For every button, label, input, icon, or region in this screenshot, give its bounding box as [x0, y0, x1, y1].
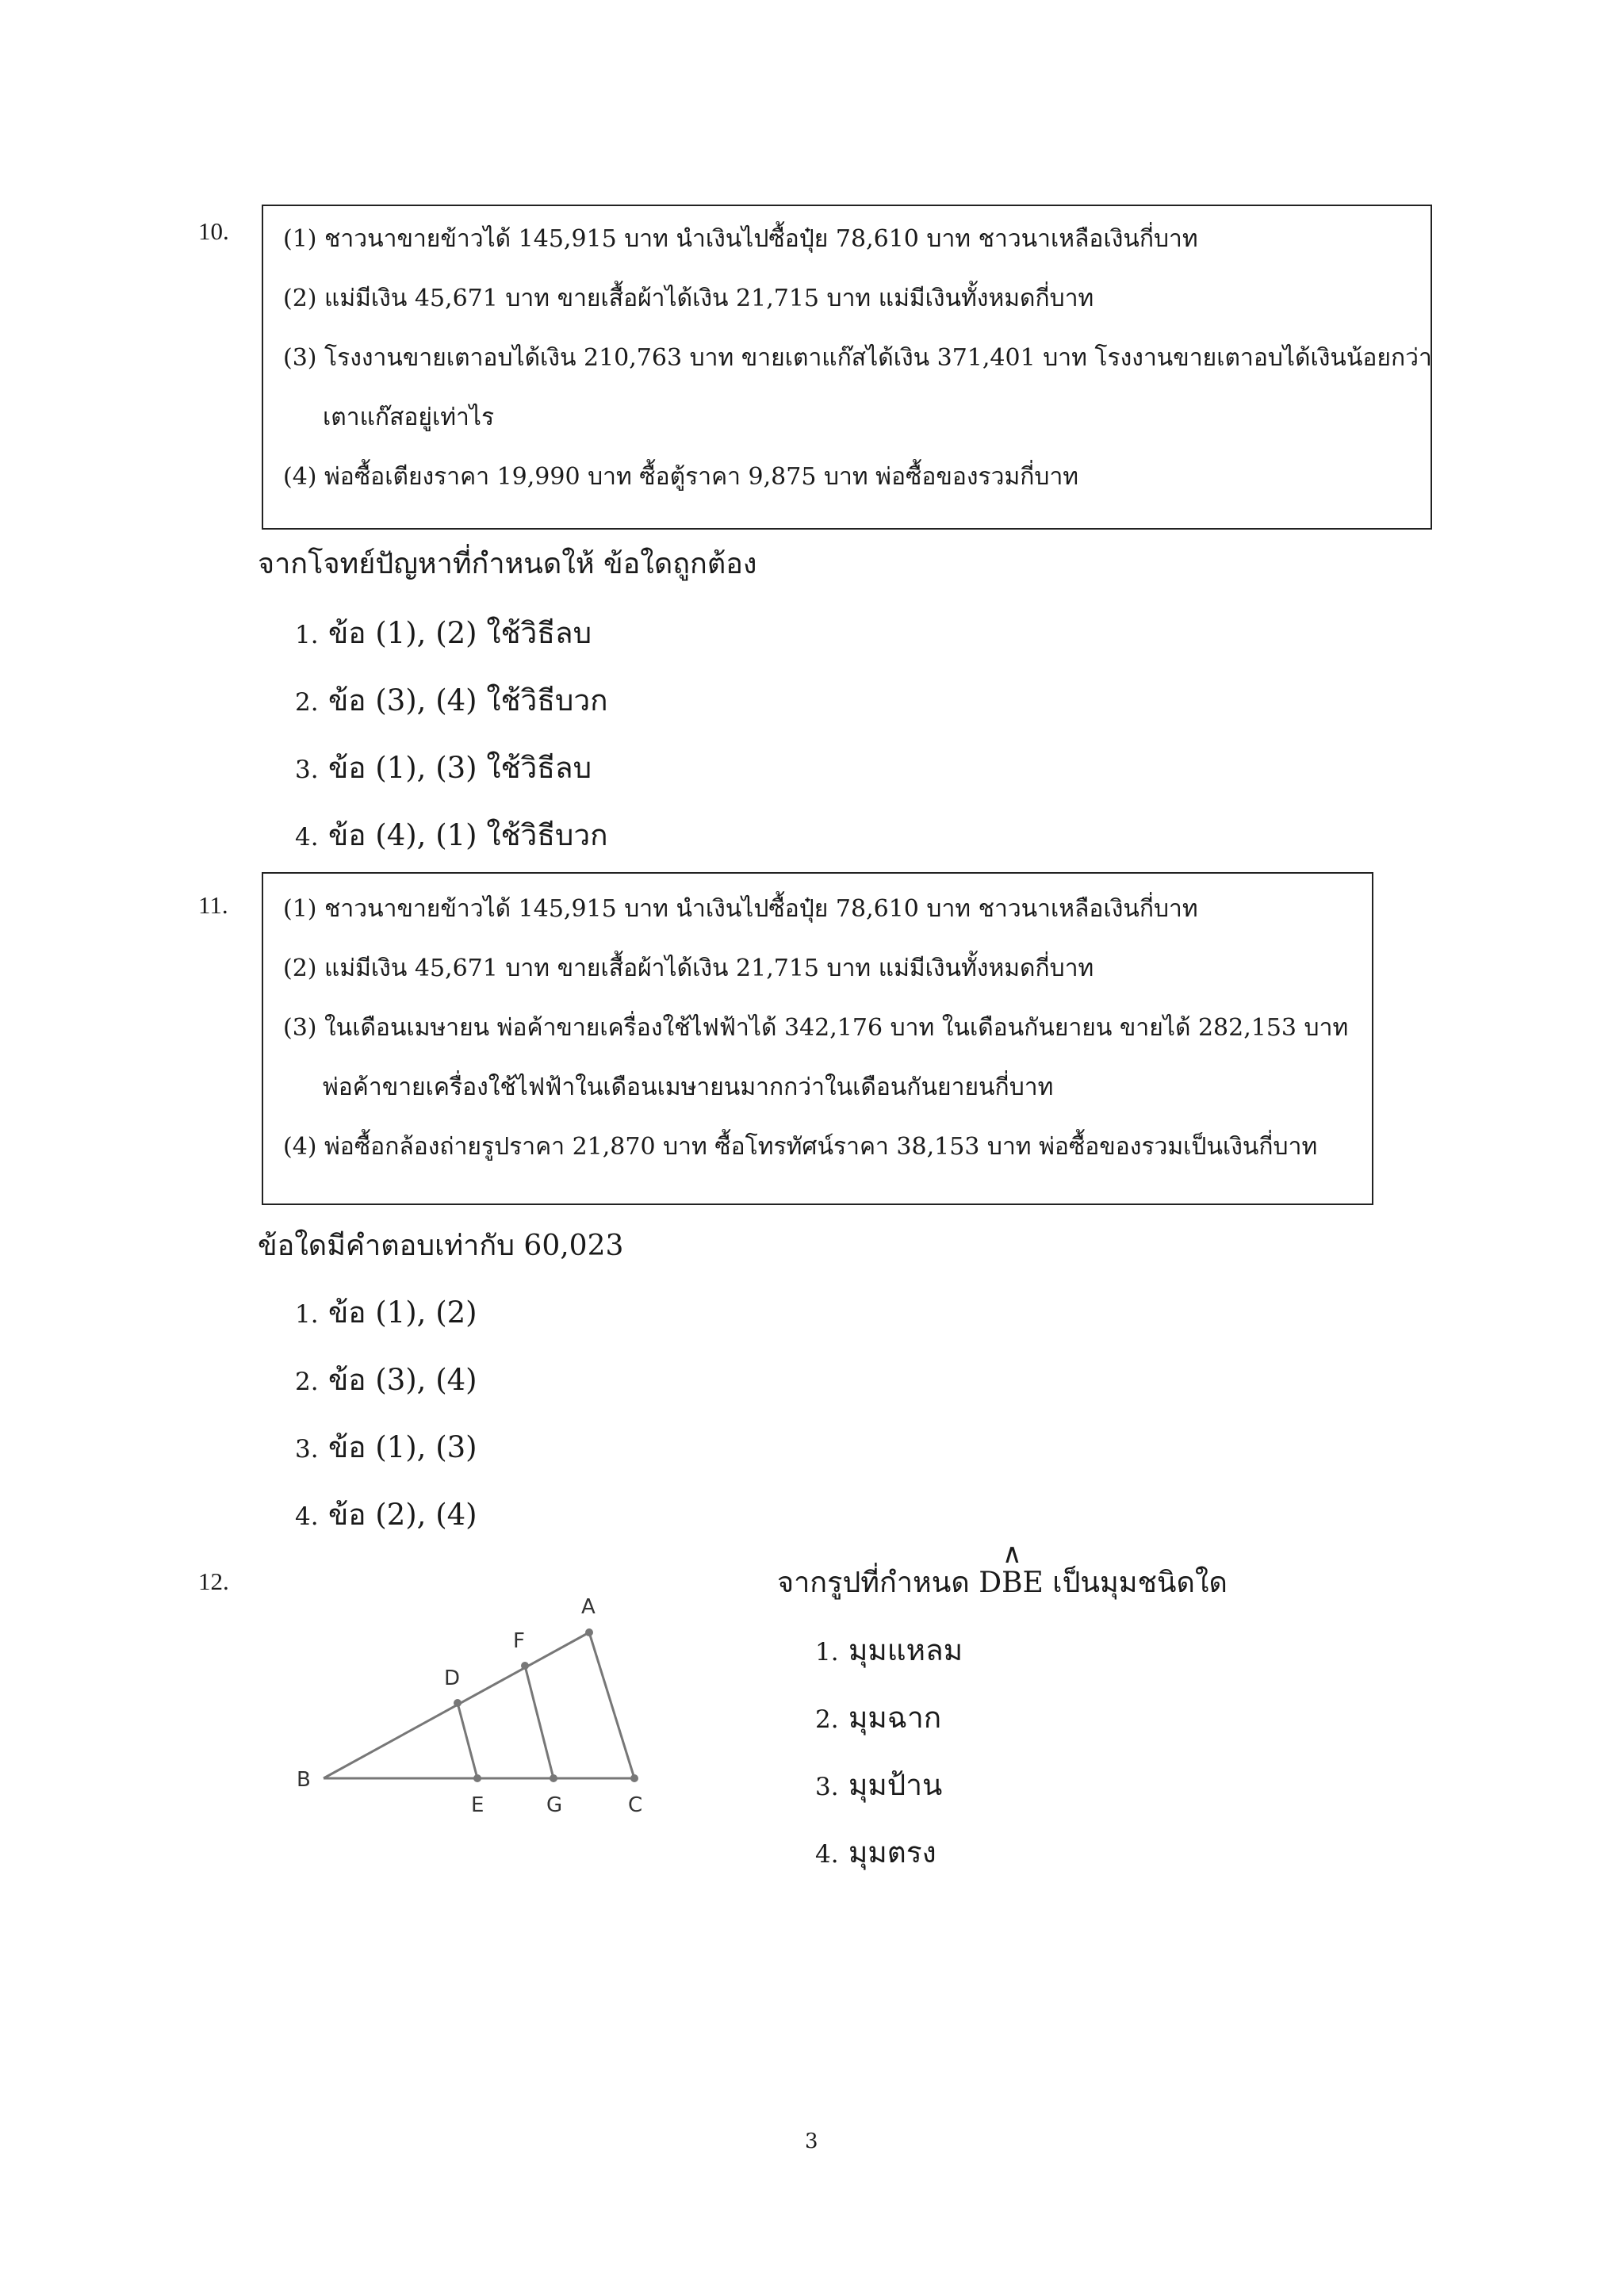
answer-option[interactable]	[295, 1429, 477, 1468]
problem-line: (2) แม่มีเงิน 45,671 บาท ขายเสื้อผ้าได้เงิน 21,715 บาท แม่มีเงินทั้งหมดกี่บาท	[283, 955, 1094, 982]
answer-option[interactable]	[295, 749, 592, 789]
point-D	[454, 1699, 462, 1707]
problem-line: (1) ชาวนาขายข้าวได้ 145,915 บาท นำเงินไปซื้อปุ๋ย 78,610 บาท ชาวนาเหลือเงินกี่บาท	[283, 895, 1198, 923]
answer-option[interactable]	[815, 1699, 941, 1739]
answer-option[interactable]	[295, 1361, 477, 1401]
option-text: ข้อ (3), (4) ใช้วิธีบวก	[328, 683, 608, 718]
option-number: 2.	[815, 1705, 839, 1734]
option-number: 4.	[815, 1840, 839, 1869]
prompt-text: เป็นมุมชนิดใด	[1043, 1567, 1228, 1599]
option-number: 2.	[295, 688, 319, 717]
answer-option[interactable]	[295, 817, 608, 856]
option-text: ข้อ (1), (3) ใช้วิธีลบ	[328, 751, 592, 785]
option-text: มุมตรง	[848, 1835, 936, 1869]
option-text: ข้อ (1), (2) ใช้วิธีลบ	[328, 616, 592, 650]
point-C	[630, 1774, 638, 1782]
option-number: 1.	[815, 1638, 839, 1667]
question-number: 10.	[198, 217, 229, 245]
question-prompt: ข้อใดมีคำตอบเท่ากับ 60,023	[258, 1230, 624, 1262]
segment-AC	[589, 1632, 634, 1778]
answer-option[interactable]	[295, 682, 608, 721]
point-F	[521, 1662, 529, 1670]
answer-option[interactable]	[815, 1766, 942, 1806]
option-number: 3.	[815, 1773, 839, 1801]
problem-line: (3) โรงงานขายเตาอบได้เงิน 210,763 บาท ขายเตาแก๊สได้เงิน 371,401 บาท โรงงานขายเตาอบได้เงินน้อยกว่า	[283, 344, 1432, 372]
problem-line: (3) ในเดือนเมษายน พ่อค้าขายเครื่องใช้ไฟฟ้าได้ 342,176 บาท ในเดือนกันยายน ขายได้ 282,153 บาท	[283, 1014, 1349, 1042]
label-B: B	[297, 1768, 311, 1792]
point-G	[550, 1774, 557, 1782]
option-number: 4.	[295, 1502, 319, 1531]
answer-option[interactable]	[815, 1632, 963, 1671]
option-text: มุมฉาก	[848, 1701, 942, 1735]
option-number: 3.	[295, 756, 319, 784]
label-E: E	[471, 1793, 485, 1817]
option-number: 1.	[295, 1300, 319, 1329]
option-text: ข้อ (2), (4)	[328, 1498, 477, 1532]
segment-DE	[458, 1703, 477, 1778]
point-A	[585, 1628, 593, 1636]
option-text: ข้อ (1), (3)	[328, 1430, 477, 1464]
answer-option[interactable]	[295, 614, 592, 654]
answer-option[interactable]	[815, 1834, 936, 1873]
answer-option[interactable]	[295, 1496, 477, 1536]
point-E	[473, 1774, 481, 1782]
option-number: 4.	[295, 823, 319, 851]
question-number: 12.	[198, 1567, 229, 1595]
problem-line: (1) ชาวนาขายข้าวได้ 145,915 บาท นำเงินไปซื้อปุ๋ย 78,610 บาท ชาวนาเหลือเงินกี่บาท	[283, 225, 1198, 253]
question-number: 11.	[198, 891, 228, 919]
question-prompt: จากโจทย์ปัญหาที่กำหนดให้ ข้อใดถูกต้อง	[258, 548, 757, 580]
label-D: D	[444, 1667, 461, 1690]
question-prompt	[777, 1564, 1228, 1602]
angle-letter: E	[1022, 1567, 1044, 1599]
problem-line: เตาแก๊สอยู่เท่าไร	[323, 404, 495, 431]
problem-line: พ่อค้าขายเครื่องใช้ไฟฟ้าในเดือนเมษายนมากกว่าในเดือนกันยายนกี่บาท	[323, 1073, 1054, 1101]
problem-line: (2) แม่มีเงิน 45,671 บาท ขายเสื้อผ้าได้เงิน 21,715 บาท แม่มีเงินทั้งหมดกี่บาท	[283, 285, 1094, 312]
segment-FG	[525, 1666, 553, 1778]
problem-box	[262, 205, 1432, 530]
option-text: ข้อ (4), (1) ใช้วิธีบวก	[328, 818, 608, 852]
option-number: 3.	[295, 1435, 319, 1464]
problem-line: (4) พ่อซื้อกล้องถ่ายรูปราคา 21,870 บาท ซื้อโทรทัศน์ราคา 38,153 บาท พ่อซื้อของรวมเป็นเงินกี่บาท	[283, 1133, 1318, 1161]
problem-box	[262, 872, 1373, 1205]
angle-vertex-hat: ∧ B	[1002, 1564, 1022, 1602]
prompt-text: จากรูปที่กำหนด	[777, 1567, 979, 1599]
triangle-diagram	[285, 1582, 666, 1827]
problem-line: (4) พ่อซื้อเตียงราคา 19,990 บาท ซื้อตู้ราคา 9,875 บาท พ่อซื้อของรวมกี่บาท	[283, 463, 1079, 491]
option-number: 1.	[295, 621, 319, 649]
option-text: ข้อ (3), (4)	[328, 1363, 477, 1397]
page-number: 3	[805, 2130, 818, 2153]
angle-letter: D	[979, 1567, 1002, 1599]
label-F: F	[513, 1629, 525, 1653]
angle-name	[979, 1567, 1044, 1599]
label-G: G	[546, 1793, 563, 1817]
answer-option[interactable]	[295, 1294, 477, 1334]
option-text: มุมแหลม	[848, 1633, 963, 1667]
option-text: ข้อ (1), (2)	[328, 1295, 477, 1330]
option-text: มุมป้าน	[848, 1768, 943, 1802]
label-A: A	[581, 1595, 596, 1619]
label-C: C	[628, 1793, 643, 1817]
option-number: 2.	[295, 1368, 319, 1396]
